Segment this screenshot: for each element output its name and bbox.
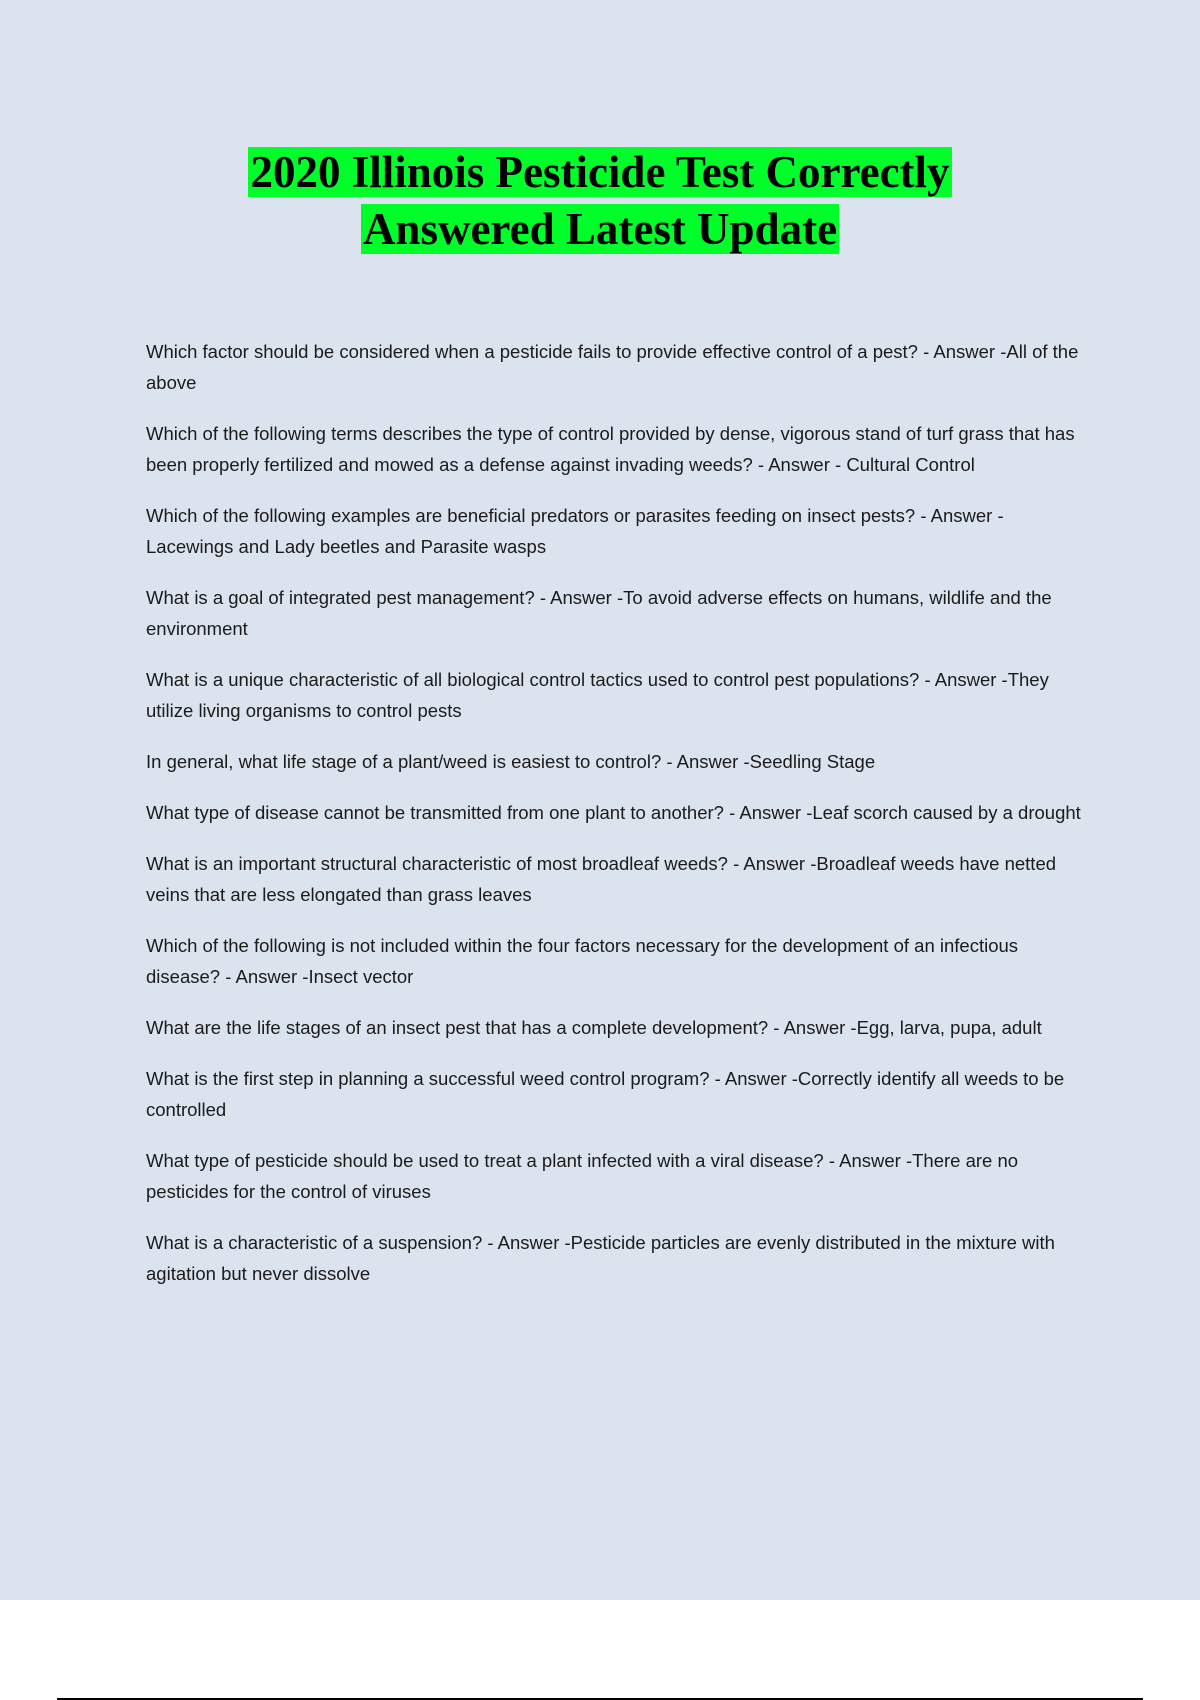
qa-item: Which of the following examples are beneficial predators or parasites feeding on insect pests? - Answer - Lacewings and Lady beetles and Parasite wasps <box>146 505 1004 557</box>
qa-item: What is a goal of integrated pest management? - Answer -To avoid adverse effects on humans, wildlife and the environment <box>146 587 1052 639</box>
title-line-2: Answered Latest Update <box>362 204 838 254</box>
qa-item: What type of disease cannot be transmitted from one plant to another? - Answer -Leaf scorch caused by a drought <box>146 802 1081 823</box>
qa-item: Which of the following is not included within the four factors necessary for the development of an infectious disease? - Answer -Insect vector <box>146 935 1019 987</box>
qa-item: What is an important structural characteristic of most broadleaf weeds? - Answer -Broadleaf weeds have netted veins that are less elongated than grass leaves <box>146 853 1057 905</box>
question-answer-list <box>146 336 1096 1309</box>
qa-item: Which of the following terms describes the type of control provided by dense, vigorous stand of turf grass that has been properly fertilized and mowed as a defense against invading weeds? - Answer - Cultural Control <box>146 423 1075 475</box>
qa-item: What are the life stages of an insect pest that has a complete development? - Answer -Egg, larva, pupa, adult <box>146 1017 1042 1038</box>
document-title <box>0 144 1200 258</box>
qa-item: What is a unique characteristic of all biological control tactics used to control pest populations? - Answer -They utilize living organisms to control pests <box>146 669 1049 721</box>
qa-item: What is the first step in planning a successful weed control program? - Answer -Correctly identify all weeds to be controlled <box>146 1068 1065 1120</box>
qa-item: What type of pesticide should be used to treat a plant infected with a viral disease? - Answer -There are no pesticides for the control of viruses <box>146 1150 1019 1202</box>
title-line-1: 2020 Illinois Pesticide Test Correctly <box>250 147 950 197</box>
qa-item: What is a characteristic of a suspension? - Answer -Pesticide particles are evenly distributed in the mixture with agitation but never dissolve <box>146 1232 1055 1284</box>
qa-item: Which factor should be considered when a pesticide fails to provide effective control of a pest? - Answer -All of the above <box>146 341 1079 393</box>
qa-item: In general, what life stage of a plant/weed is easiest to control? - Answer -Seedling Stage <box>146 751 876 772</box>
